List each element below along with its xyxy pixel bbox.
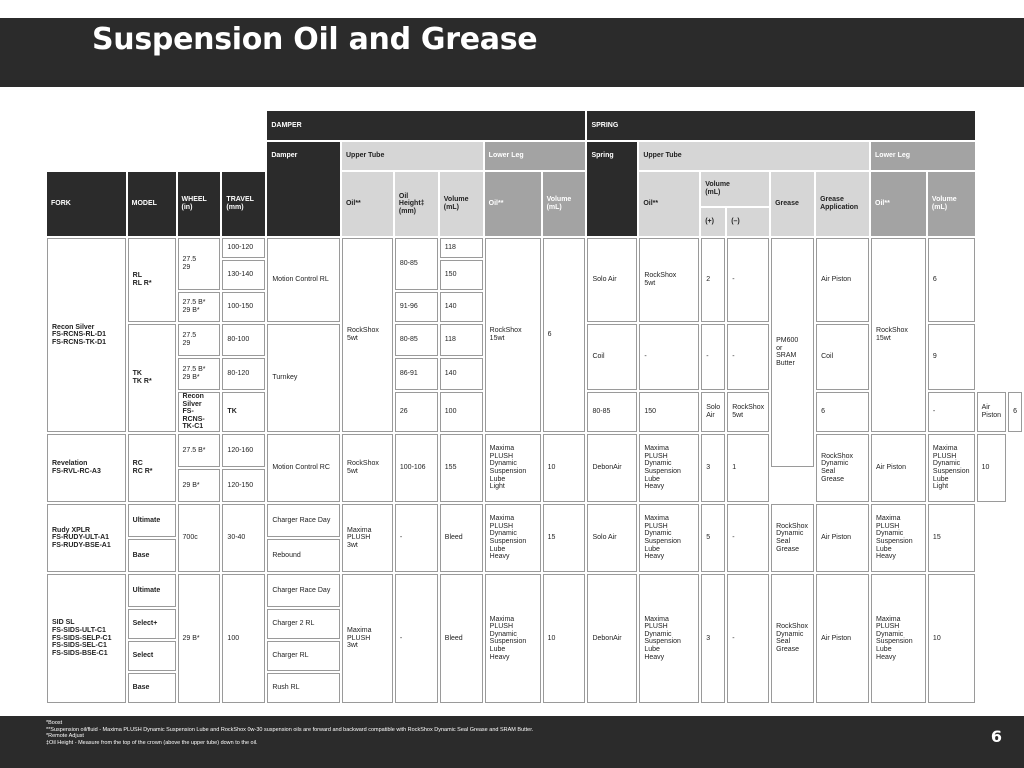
wheel-cell: 27.5 29: [178, 324, 221, 356]
oil-height-cell: 80-85: [587, 392, 637, 432]
spring-lower-vol-cell: 6: [928, 238, 975, 322]
damper-cell: Motion Control RL: [267, 238, 340, 322]
spring-col-header: Spring: [587, 142, 637, 236]
model-header: MODEL: [128, 172, 176, 236]
grease-app-cell: Air Piston: [816, 574, 869, 703]
spring-cell: Solo Air: [587, 238, 637, 322]
spring-lower-oil-cell: Maxima PLUSH Dynamic Suspension Lube Heavy: [871, 504, 926, 572]
damper-cell: Charger Race Day: [267, 504, 340, 537]
model-cell: Select+: [128, 609, 176, 639]
damper-group-header: DAMPER: [267, 111, 585, 140]
spring-lower-vol-cell: 10: [928, 574, 975, 703]
oil-upper-cell: RockShox 5wt: [342, 238, 393, 432]
damper-cell: Charger Race Day: [267, 574, 340, 607]
suspension-spec-table: [45, 109, 1024, 705]
spring-volume-header: Volume (mL): [701, 172, 769, 206]
damper-cell: Charger RL: [267, 641, 340, 671]
header-spacer: [47, 111, 265, 140]
spring-cell: DebonAir: [587, 574, 637, 703]
plus-cell: 3: [701, 434, 725, 502]
wheel-cell: 27.5 29: [178, 238, 221, 290]
volume-cell: 150: [639, 392, 699, 432]
oil-lower-header: Oil**: [485, 172, 541, 236]
spring-cell: Solo Air: [701, 392, 725, 432]
damper-cell: Rush RL: [267, 673, 340, 703]
oil-height-header: Oil Height‡ (mm): [395, 172, 438, 236]
volume-cell: 118: [440, 324, 483, 356]
spec-table-wrap: [45, 109, 1024, 705]
spring-lower-vol-cell: 15: [928, 504, 975, 572]
model-cell: TK: [222, 392, 265, 432]
travel-cell: 100: [440, 392, 483, 432]
model-cell: Base: [128, 673, 176, 703]
footnote: *Remote Adjust: [46, 733, 84, 740]
upper-tube-header: Upper Tube: [342, 142, 483, 170]
spring-group-header: SPRING: [587, 111, 974, 140]
grease-app-header: Grease Application: [816, 172, 869, 236]
spring-oil-cell: RockShox 5wt: [639, 238, 699, 322]
minus-cell: -: [928, 392, 975, 432]
spring-upper-tube-header: Upper Tube: [639, 142, 869, 170]
spring-oil-cell: Maxima PLUSH Dynamic Suspension Lube Heavy: [639, 434, 699, 502]
spring-cell: DebonAir: [587, 434, 637, 502]
travel-cell: 100: [222, 574, 265, 703]
volume-lower-cell: 15: [543, 504, 586, 572]
oil-height-cell: 91-96: [395, 292, 438, 322]
oil-lower-cell: Maxima PLUSH Dynamic Suspension Lube Light: [485, 434, 541, 502]
spring-cell: Coil: [587, 324, 637, 390]
volume-lower-cell: 6: [543, 238, 586, 432]
spring-lower-vol-cell: 6: [1008, 392, 1022, 432]
plus-cell: 2: [701, 238, 725, 322]
page-title: Suspension Oil and Grease: [92, 22, 538, 57]
travel-cell: 80-120: [222, 358, 265, 390]
volume-cell: Bleed: [440, 574, 483, 703]
model-cell: TK TK R*: [128, 324, 176, 432]
model-cell: RC RC R*: [128, 434, 176, 502]
spring-oil-cell: Maxima PLUSH Dynamic Suspension Lube Heavy: [639, 574, 699, 703]
minus-header: (–): [727, 208, 769, 236]
grease-cell: RockShox Dynamic Seal Grease: [771, 504, 814, 572]
oil-height-cell: 100-106: [395, 434, 438, 502]
fork-cell: Revelation FS-RVL-RC-A3: [47, 434, 126, 502]
wheel-cell: 700c: [178, 504, 221, 572]
wheel-cell: 29 B*: [178, 574, 221, 703]
plus-header: (+): [701, 208, 725, 236]
oil-upper-cell: Maxima PLUSH 3wt: [342, 574, 393, 703]
minus-cell: -: [727, 574, 769, 703]
volume-cell: 140: [440, 292, 483, 322]
footer-bar: [0, 716, 1024, 768]
damper-cell: Charger 2 RL: [267, 609, 340, 639]
minus-cell: -: [727, 238, 769, 322]
travel-cell: 100-120: [222, 238, 265, 258]
spring-lower-oil-cell: Maxima PLUSH Dynamic Suspension Lube Heavy: [871, 574, 926, 703]
damper-cell: Turnkey: [267, 324, 340, 432]
spring-lower-oil-cell: Maxima PLUSH Dynamic Suspension Lube Light: [928, 434, 975, 502]
model-cell: Ultimate: [128, 504, 176, 537]
wheel-cell: 27.5 B* 29 B*: [178, 358, 221, 390]
grease-header: Grease: [771, 172, 814, 236]
grease-app-cell: Air Piston: [816, 504, 869, 572]
footnote: ‡Oil Height - Measure from the top of the crown (above the upper tube) down to the oil.: [46, 739, 258, 746]
grease-cell: PM600 or SRAM Butter: [771, 238, 814, 467]
plus-cell: -: [701, 324, 725, 390]
travel-cell: 120-150: [222, 469, 265, 502]
travel-cell: 30-40: [222, 504, 265, 572]
spring-oil-cell: RockShox 5wt: [727, 392, 769, 432]
spring-lower-oil-cell: RockShox 15wt: [871, 238, 926, 432]
grease-cell: RockShox Dynamic Seal Grease: [816, 434, 869, 502]
grease-app-cell: Air Piston: [816, 238, 869, 322]
spring-lower-oil-header: Oil**: [871, 172, 926, 236]
damper-col-header: Damper: [267, 142, 340, 236]
oil-height-cell: -: [395, 504, 438, 572]
spring-lower-leg-header: Lower Leg: [871, 142, 975, 170]
oil-upper-header: Oil**: [342, 172, 393, 236]
lower-leg-header: Lower Leg: [485, 142, 586, 170]
damper-cell: Motion Control RC: [267, 434, 340, 502]
oil-upper-cell: Maxima PLUSH 3wt: [342, 504, 393, 572]
fork-cell: SID SL FS-SIDS-ULT-C1 FS-SIDS-SELP-C1 FS-SIDS-SEL-C1 FS-SIDS-BSE-C1: [47, 574, 126, 703]
model-cell: Ultimate: [128, 574, 176, 607]
grease-app-cell: Coil: [816, 324, 869, 390]
oil-height-cell: 80-85: [395, 324, 438, 356]
fork-cell: Recon Silver FS-RCNS-TK-C1: [178, 392, 221, 432]
minus-cell: 1: [727, 434, 769, 502]
spring-oil-cell: -: [639, 324, 699, 390]
oil-lower-cell: Maxima PLUSH Dynamic Suspension Lube Heavy: [485, 574, 541, 703]
title-bar: [0, 18, 1024, 87]
travel-header: TRAVEL (mm): [222, 172, 265, 236]
oil-height-cell: -: [395, 574, 438, 703]
volume-upper-header: Volume (mL): [440, 172, 483, 236]
fork-header: FORK: [47, 172, 126, 236]
travel-cell: 80-100: [222, 324, 265, 356]
volume-cell: 150: [440, 260, 483, 290]
grease-cell: RockShox Dynamic Seal Grease: [771, 574, 814, 703]
model-cell: Base: [128, 539, 176, 572]
spring-lower-vol-cell: 9: [928, 324, 975, 390]
grease-app-cell: Air Piston: [977, 392, 1006, 432]
spring-cell: Solo Air: [587, 504, 637, 572]
plus-cell: 5: [701, 504, 725, 572]
volume-cell: Bleed: [440, 504, 483, 572]
plus-cell: 6: [816, 392, 869, 432]
fork-cell: Recon Silver FS-RCNS-RL-D1 FS-RCNS-TK-D1: [47, 238, 126, 432]
model-cell: Select: [128, 641, 176, 671]
oil-height-cell: 80-85: [395, 238, 438, 290]
travel-cell: 100-150: [222, 292, 265, 322]
spring-lower-vol-header: Volume (mL): [928, 172, 975, 236]
oil-lower-cell: RockShox 15wt: [485, 238, 541, 432]
footnotes: [46, 720, 533, 746]
oil-lower-cell: Maxima PLUSH Dynamic Suspension Lube Heavy: [485, 504, 541, 572]
minus-cell: -: [727, 324, 769, 390]
travel-cell: 130-140: [222, 260, 265, 290]
oil-upper-cell: RockShox 5wt: [342, 434, 393, 502]
damper-cell: Rebound: [267, 539, 340, 572]
volume-lower-cell: 10: [543, 434, 586, 502]
plus-cell: 3: [701, 574, 725, 703]
grease-app-cell: Air Piston: [871, 434, 926, 502]
volume-cell: 140: [440, 358, 483, 390]
fork-cell: Rudy XPLR FS-RUDY-ULT-A1 FS-RUDY-BSE-A1: [47, 504, 126, 572]
page-number: 6: [990, 727, 1002, 746]
volume-cell: 155: [440, 434, 483, 502]
footnote: **Suspension oil/fluid - Maxima PLUSH Dynamic Suspension Lube and RockShox 0w-30 suspension oils are forward and backward compatible with RockShox Dynamic Seal Grease and SRAM Butter.: [46, 726, 534, 733]
spring-oil-header: Oil**: [639, 172, 699, 236]
minus-cell: -: [727, 504, 769, 572]
volume-lower-cell: 10: [543, 574, 586, 703]
wheel-cell: 27.5 B*: [178, 434, 221, 467]
wheel-header: WHEEL (in): [178, 172, 221, 236]
volume-cell: 118: [440, 238, 483, 258]
header-spacer: [47, 142, 265, 170]
spring-oil-cell: Maxima PLUSH Dynamic Suspension Lube Heavy: [639, 504, 699, 572]
volume-lower-header: Volume (mL): [543, 172, 586, 236]
spring-lower-vol-cell: 10: [977, 434, 1006, 502]
oil-height-cell: 86-91: [395, 358, 438, 390]
travel-cell: 120-160: [222, 434, 265, 467]
wheel-cell: 29 B*: [178, 469, 221, 502]
wheel-cell: 27.5 B* 29 B*: [178, 292, 221, 322]
model-cell: RL RL R*: [128, 238, 176, 322]
wheel-cell: 26: [395, 392, 438, 432]
footnote: *Boost: [46, 720, 63, 726]
